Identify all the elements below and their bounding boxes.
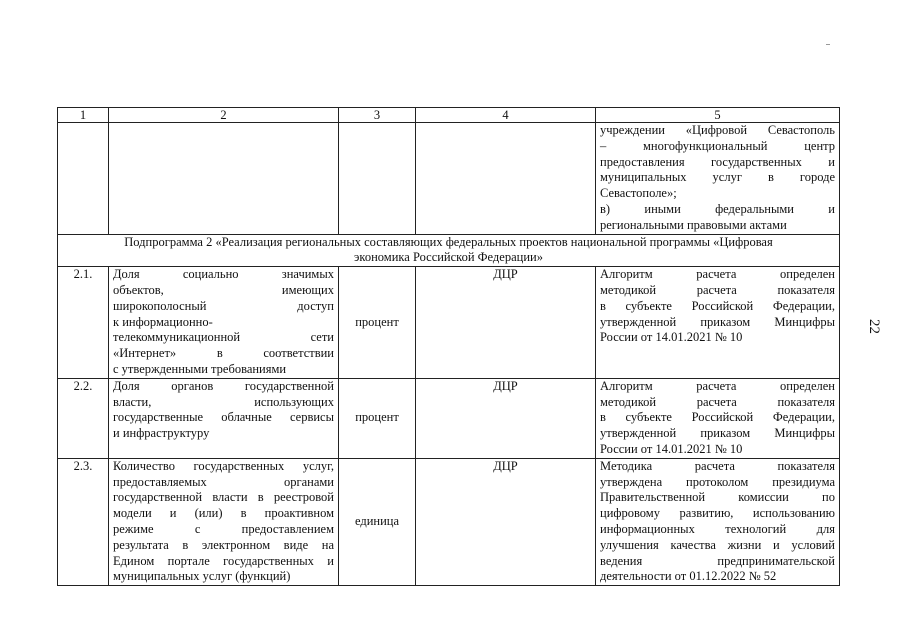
subprogram-title [58, 234, 840, 267]
source-cell: ДЦР [416, 378, 596, 458]
text-line: Едином портале государственных и [113, 553, 334, 568]
column-number: 4 [416, 108, 596, 123]
text-line: муниципальных услуг (функций) [113, 569, 291, 584]
text-line: методикой расчета показателя [600, 282, 835, 297]
subprogram-title-line: Подпрограмма 2 «Реализация региональных составляющих федеральных проектов национальной программы «Цифровая [124, 234, 773, 249]
method-cell [596, 267, 840, 379]
text-line: улучшения качества жизни и условий [600, 537, 835, 552]
text-line: утверждена протоколом президиума [600, 474, 835, 489]
indicator-cell [109, 267, 339, 379]
text-line: утвержденной приказом Минцифры [600, 314, 835, 329]
text-line: России от 14.01.2021 № 10 [600, 441, 743, 456]
text-line: деятельности от 01.12.2022 № 52 [600, 569, 777, 584]
text-line: государственные облачные сервисы [113, 410, 334, 425]
text-line: в субъекте Российской Федерации, [600, 298, 835, 313]
text-line: России от 14.01.2021 № 10 [600, 330, 743, 345]
indicator-cell [109, 378, 339, 458]
unit-cell: процент [339, 267, 416, 379]
text-line: муниципальных услуг в городе [600, 170, 835, 185]
table-row [58, 267, 840, 379]
text-line: и инфраструктуру [113, 426, 210, 441]
table-row [58, 458, 840, 585]
subprogram-title-line: экономика Российской Федерации» [354, 250, 543, 265]
indicators-table [57, 107, 840, 586]
source-cell: ДЦР [416, 267, 596, 379]
unit-cell: процент [339, 378, 416, 458]
text-line: утвержденной приказом Минцифры [600, 426, 835, 441]
text-line: Правительственной комиссии по [600, 490, 835, 505]
column-number: 1 [58, 108, 109, 123]
text-line: в) иными федеральными и [600, 201, 835, 216]
text-line: Севастополе»; [600, 186, 677, 201]
text-line: Методика расчета показателя [600, 458, 835, 473]
page-number: 22 [866, 319, 882, 334]
text-line: «Интернет» в соответствии [113, 346, 334, 361]
method-cell [596, 458, 840, 585]
text-line: модели и (или) в проактивном [113, 506, 334, 521]
unit-cell: единица [339, 458, 416, 585]
table-row [58, 378, 840, 458]
method-cell [596, 378, 840, 458]
text-line: с утвержденными требованиями [113, 361, 287, 376]
row-number: 2.3. [58, 458, 109, 585]
text-line: власти, использующих [113, 394, 334, 409]
column-number: 2 [109, 108, 339, 123]
text-line: методикой расчета показателя [600, 394, 835, 409]
text-line: государственной власти в реестровой [113, 490, 334, 505]
text-line: ведения предпринимательской [600, 553, 835, 568]
empty-cell [416, 123, 596, 235]
indicator-cell [109, 458, 339, 585]
text-line: предоставления государственных и [600, 154, 835, 169]
text-line: к информационно- [113, 314, 213, 329]
column-number: 3 [339, 108, 416, 123]
text-line: Алгоритм расчета определен [600, 378, 835, 393]
text-line: Доля социально значимых [113, 267, 334, 282]
continuation-row [58, 123, 840, 235]
source-cell: ДЦР [416, 458, 596, 585]
column-number-row [58, 108, 840, 123]
subprogram-row [58, 234, 840, 267]
text-line: режиме с предоставлением [113, 521, 334, 536]
text-line: цифровому развитию, использованию [600, 506, 835, 521]
text-line: широкополосный доступ [113, 298, 334, 313]
text-line: учреждении «Цифровой Севастополь [600, 123, 835, 137]
text-line: результата в электронном виде на [113, 537, 334, 552]
text-line: Алгоритм расчета определен [600, 267, 835, 282]
text-line: региональными правовыми актами [600, 217, 787, 232]
text-line: – многофункциональный центр [600, 138, 835, 153]
empty-cell [58, 123, 109, 235]
scan-mark [826, 44, 830, 45]
text-line: Доля органов государственной [113, 378, 334, 393]
text-line: в субъекте Российской Федерации, [600, 410, 835, 425]
column-number: 5 [596, 108, 840, 123]
text-line: предоставляемых органами [113, 474, 334, 489]
empty-cell [109, 123, 339, 235]
row-number: 2.2. [58, 378, 109, 458]
method-cell [596, 123, 840, 235]
text-line: информационных технологий для [600, 521, 835, 536]
text-line: телекоммуникационной сети [113, 330, 334, 345]
empty-cell [339, 123, 416, 235]
text-line: Количество государственных услуг, [113, 458, 334, 473]
text-line: объектов, имеющих [113, 282, 334, 297]
row-number: 2.1. [58, 267, 109, 379]
